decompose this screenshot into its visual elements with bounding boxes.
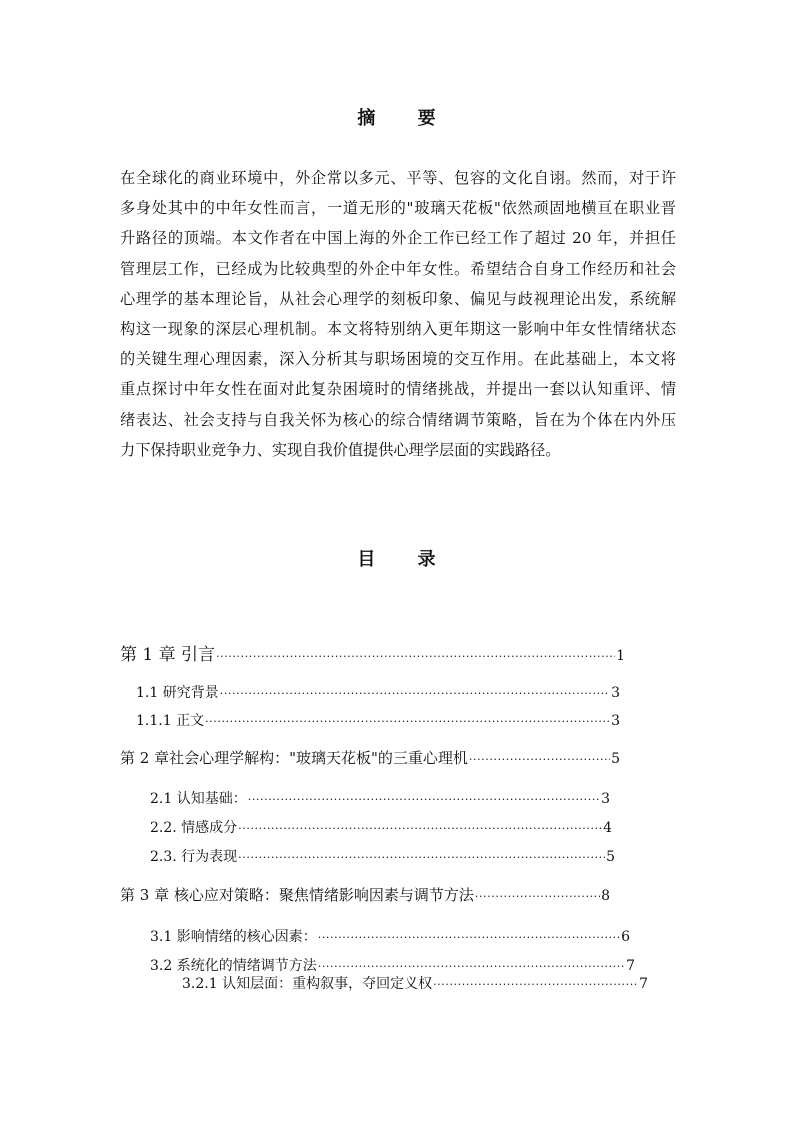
toc-leader-dots xyxy=(220,687,610,700)
abstract-line: 多身处其中的中年女性而言，一道无形的"玻璃天花板"依然顽固地横亘在职业晋 xyxy=(120,199,676,218)
toc-entry-page: 3 xyxy=(601,791,610,807)
toc-entry-page: 6 xyxy=(621,929,630,945)
abstract-line: 在全球化的商业环境中，外企常以多元、平等、包容的文化自诩。然而，对于许 xyxy=(120,169,676,187)
abstract-line: 的关键生理心理因素，深入分析其与职场困境的交互作用。在此基础上，本文将 xyxy=(120,350,676,369)
toc-entry-label: 第 3 章 核心应对策略：聚焦情绪影响因素与调节方法 xyxy=(120,886,474,904)
abstract-line: 管理层工作，已经成为比较典型的外企中年女性。希望结合自身工作经历和社会 xyxy=(120,259,676,278)
abstract-line: 升路径的顶端。本文作者在中国上海的外企工作已经工作了超过 20 年，并担任 xyxy=(120,229,676,248)
toc-entry-page: 3 xyxy=(611,685,620,701)
toc-entry-label: 2.2. 情感成分 xyxy=(150,820,238,836)
toc-entry-page: 4 xyxy=(603,820,612,836)
toc-leader-dots xyxy=(475,890,600,903)
toc-leader-dots xyxy=(433,978,638,991)
toc-entry-2-3[interactable] xyxy=(150,846,615,866)
abstract-line: 心理学的基本理论旨，从社会心理学的刻板印象、偏见与歧视理论出发，系统解 xyxy=(120,289,676,308)
toc-entry-3-2[interactable] xyxy=(150,955,635,975)
toc-leader-dots xyxy=(318,960,625,973)
toc-entry-2-1[interactable] xyxy=(150,788,610,808)
toc-entry-1-1[interactable] xyxy=(136,682,620,702)
abstract-title: 摘 要 xyxy=(357,108,454,129)
abstract-body xyxy=(120,163,676,465)
toc-entry-chapter-3[interactable] xyxy=(120,884,610,905)
toc-entry-label: 3.2.1 认知层面：重构叙事，夺回定义权 xyxy=(182,976,433,992)
abstract-line: 构这一现象的深层心理机制。本文将特别纳入更年期这一影响中年女性情绪状态 xyxy=(120,319,676,338)
toc-leader-dots xyxy=(205,715,610,728)
toc-entry-label: 3.1 影响情绪的核心因素： xyxy=(150,929,317,945)
abstract-line: 绪表达、社会支持与自我关怀为核心的综合情绪调节策略，旨在为个体在内外压 xyxy=(120,410,676,429)
toc-entry-page: 5 xyxy=(606,849,615,865)
toc-leader-dots xyxy=(216,650,615,663)
toc-entry-2-2[interactable] xyxy=(150,817,612,837)
toc-entry-label: 1.1 研究背景 xyxy=(136,685,219,701)
toc-entry-page: 8 xyxy=(601,888,610,904)
toc-entry-label: 第 2 章社会心理学解构："玻璃天花板"的三重心理机 xyxy=(120,749,468,767)
toc-entry-page: 7 xyxy=(639,976,648,992)
toc-entry-label: 2.3. 行为表现 xyxy=(150,849,238,865)
toc-entry-chapter-1[interactable] xyxy=(120,640,625,665)
toc-leader-dots xyxy=(238,851,605,864)
toc-entry-page: 1 xyxy=(616,648,625,664)
toc-entry-chapter-2[interactable] xyxy=(120,747,620,768)
toc-entry-label: 第 1 章 引言 xyxy=(120,645,216,665)
toc-entry-page: 3 xyxy=(611,713,620,729)
abstract-line: 力下保持职业竞争力、实现自我价值提供心理学层面的实践路径。 xyxy=(120,440,561,459)
toc-entry-page: 7 xyxy=(626,958,635,974)
toc-leader-dots xyxy=(469,753,610,766)
toc-leader-dots xyxy=(318,931,620,944)
toc-entry-label: 3.2 系统化的情绪调节方法 xyxy=(150,958,317,974)
toc-entry-3-2-1[interactable] xyxy=(182,973,648,993)
toc-title: 目 录 xyxy=(357,549,454,570)
toc-entry-3-1[interactable] xyxy=(150,926,630,946)
toc-entry-label: 1.1.1 正文 xyxy=(136,713,205,729)
toc-leader-dots xyxy=(248,793,600,806)
abstract-line: 重点探讨中年女性在面对此复杂困境时的情绪挑战，并提出一套以认知重评、情 xyxy=(120,380,676,399)
toc-entry-page: 5 xyxy=(611,751,620,767)
toc-leader-dots xyxy=(238,822,602,835)
toc-entry-1-1-1[interactable] xyxy=(136,710,620,730)
toc-entry-label: 2.1 认知基础： xyxy=(150,791,247,807)
